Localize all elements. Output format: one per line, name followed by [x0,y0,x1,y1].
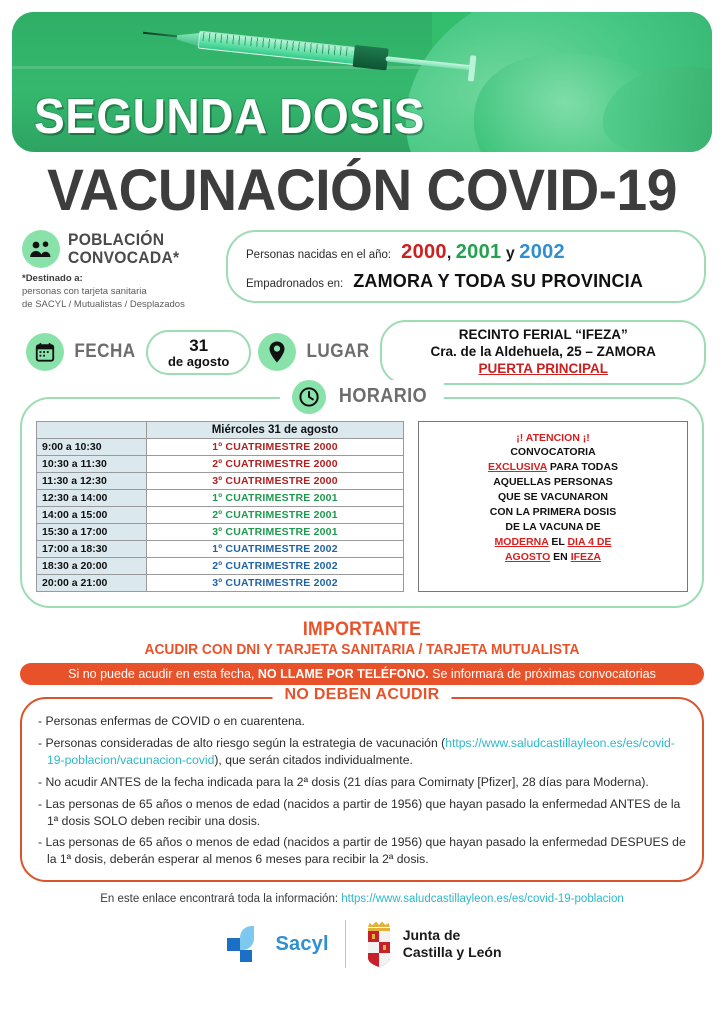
vaccination-link[interactable]: https://www.saludcastillayleon.es/es/covid-19-poblacion/vacunacion-covid [47,736,675,768]
table-row [37,557,404,574]
schedule-time-8: 20:00 a 21:00 [37,574,147,591]
jcyl-name: Junta de Castilla y León [402,927,502,961]
attention-line-7: DE LA VACUNA DE [505,520,601,533]
important-subtitle: ACUDIR CON DNI Y TARJETA SANITARIA / TARJETA MUTUALISTA [144,641,580,658]
schedule-time-7: 18:30 a 20:00 [37,557,147,574]
table-row [37,438,404,455]
list-item: - No acudir ANTES de la fecha indicada para la 2ª dosis (21 días para Comirnaty [Pfizer], 28 días para Moderna). [38,774,649,789]
born-year-line [246,241,690,264]
schedule-slot-1: 2º CUATRIMESTRE 2000 [147,455,404,472]
footer-link-url[interactable]: https://www.saludcastillayleon.es/es/covid-19-poblacion [341,893,624,906]
schedule-time-6: 17:00 a 18:30 [37,540,147,557]
schedule-slot-8: 3º CUATRIMESTRE 2002 [147,574,404,591]
born-years: 2000, 2001 y 2002 [401,240,565,263]
population-heading: POBLACIÓN CONVOCADA* [68,230,180,267]
born-year-label: Personas nacidas en el año: [246,248,392,261]
jcyl-crest-icon [362,919,396,969]
schedule-time-1: 10:30 a 11:30 [37,455,147,472]
do-not-attend-list [20,697,704,882]
year-2000: 2000 [401,240,447,263]
table-row [37,523,404,540]
schedule-heading [280,380,444,414]
schedule-col-time-header [37,421,147,438]
list-item: - Personas enfermas de COVID o en cuarentena. [38,714,305,729]
sacyl-logo [222,920,328,968]
table-row [37,489,404,506]
population-note-title: *Destinado a: [22,272,83,284]
schedule-time-0: 9:00 a 10:30 [37,438,147,455]
venue-line3: PUERTA PRINCIPAL [478,360,608,376]
schedule-heading-label: HORARIO [338,385,428,408]
population-label-group [22,230,218,311]
page-title: VACUNACIÓN COVID-19 [47,158,677,223]
schedule-time-5: 15:30 a 17:00 [37,523,147,540]
schedule-slot-7: 2º CUATRIMESTRE 2002 [147,557,404,574]
schedule-time-4: 14:00 a 15:00 [37,506,147,523]
calendar-icon [26,333,64,371]
attention-line-1: ¡! ATENCION ¡! [516,431,590,444]
table-row [37,472,404,489]
do-not-attend-heading: NO DEBEN ACUDIR [272,686,451,704]
schedule-slot-0: 1º CUATRIMESTRE 2000 [147,438,404,455]
schedule-slot-4: 2º CUATRIMESTRE 2001 [147,506,404,523]
schedule-time-3: 12:30 a 14:00 [37,489,147,506]
hero-banner [12,12,712,152]
population-note [22,273,218,311]
attention-box [418,421,688,592]
footer-info-link [12,893,712,905]
do-not-attend-section [20,686,704,882]
venue-box [380,320,706,384]
important-banner-a: Si no puede acudir en esta fecha, [68,666,258,681]
important-title: IMPORTANTE [302,618,422,640]
table-row [37,574,404,591]
schedule-table [36,421,404,592]
sacyl-name: Sacyl [275,932,329,955]
schedule-section [20,385,704,608]
table-row [37,506,404,523]
schedule-slot-5: 3º CUATRIMESTRE 2001 [147,523,404,540]
date-month: de agosto [167,353,230,369]
registered-label: Empadronados en: [246,277,344,290]
list-item: - Las personas de 65 años o menos de edad (nacidos a partir de 1956) que hayan pasado la enfermedad DESPUES de la 1ª dosis, deberán esperar al menos 6 meses para recibir la 2ª dosis. [38,835,686,867]
schedule-slot-6: 1º CUATRIMESTRE 2002 [147,540,404,557]
place-label: LUGAR [306,341,370,363]
list-item: - Las personas de 65 años o menos de edad (nacidos a partir de 1956) que hayan pasado la enfermedad ANTES de la 1ª dosis SOLO deben recibir una dosis. [38,796,681,828]
registered-line [246,271,690,292]
attention-line-3: EXCLUSIVA PARA TODAS [488,461,618,474]
date-label: FECHA [74,341,136,363]
population-note-line2: de SACYL / Mutualistas / Desplazados [22,298,185,310]
year-2001: 2001 [455,240,502,263]
date-place-row [12,311,712,384]
schedule-slot-2: 3º CUATRIMESTRE 2000 [147,472,404,489]
sacyl-mark-icon [222,920,270,968]
important-banner [20,663,704,686]
year-2002: 2002 [519,240,565,263]
important-banner-c: Se informará de próximas convocatorias [428,666,656,681]
footer-divider [345,920,346,968]
clock-icon [292,380,326,414]
attention-line-6: CON LA PRIMERA DOSIS [489,506,617,519]
attention-line-5: QUE SE VACUNARON [497,491,609,504]
venue-line2: Cra. de la Aldehuela, 25 – ZAMORA [430,344,656,360]
important-banner-b: NO LLAME POR TELÉFONO. [257,666,429,681]
table-header-row [37,421,404,438]
map-pin-icon [258,333,296,371]
population-section [12,226,712,311]
venue-line1: RECINTO FERIAL “IFEZA” [458,327,628,343]
attention-line-2: CONVOCATORIA [510,446,596,459]
date-pill [146,330,251,376]
date-day: 31 [189,335,209,355]
schedule-slot-3: 1º CUATRIMESTRE 2001 [147,489,404,506]
attention-line-8: MODERNA EL DIA 4 DE [494,535,612,548]
registered-value: ZAMORA Y TODA SU PROVINCIA [353,270,644,291]
table-row [37,455,404,472]
people-group-icon [22,230,60,268]
attention-line-9: AGOSTO EN IFEZA [504,550,602,563]
list-item: - Personas consideradas de alto riesgo según la estrategia de vacunación (https://www.saludcastillayleon.es/es/covid-19-poblacion/vacunacion-covid), que serán citados individualmente. [38,736,675,768]
footer-logos [12,919,712,969]
table-row [37,540,404,557]
schedule-time-2: 11:30 a 12:30 [37,472,147,489]
vaccination-poster [0,12,724,1024]
jcyl-logo [362,919,502,969]
footer-link-label: En este enlace encontrará toda la información: [100,893,339,906]
schedule-col-day-header: Miércoles 31 de agosto [147,421,404,438]
attention-line-4: AQUELLAS PERSONAS [493,476,613,489]
schedule-table-body [37,438,404,591]
population-note-line1: personas con tarjeta sanitaria [22,285,147,297]
hero-title: SEGUNDA DOSIS [34,90,425,144]
population-details-box [226,230,706,303]
